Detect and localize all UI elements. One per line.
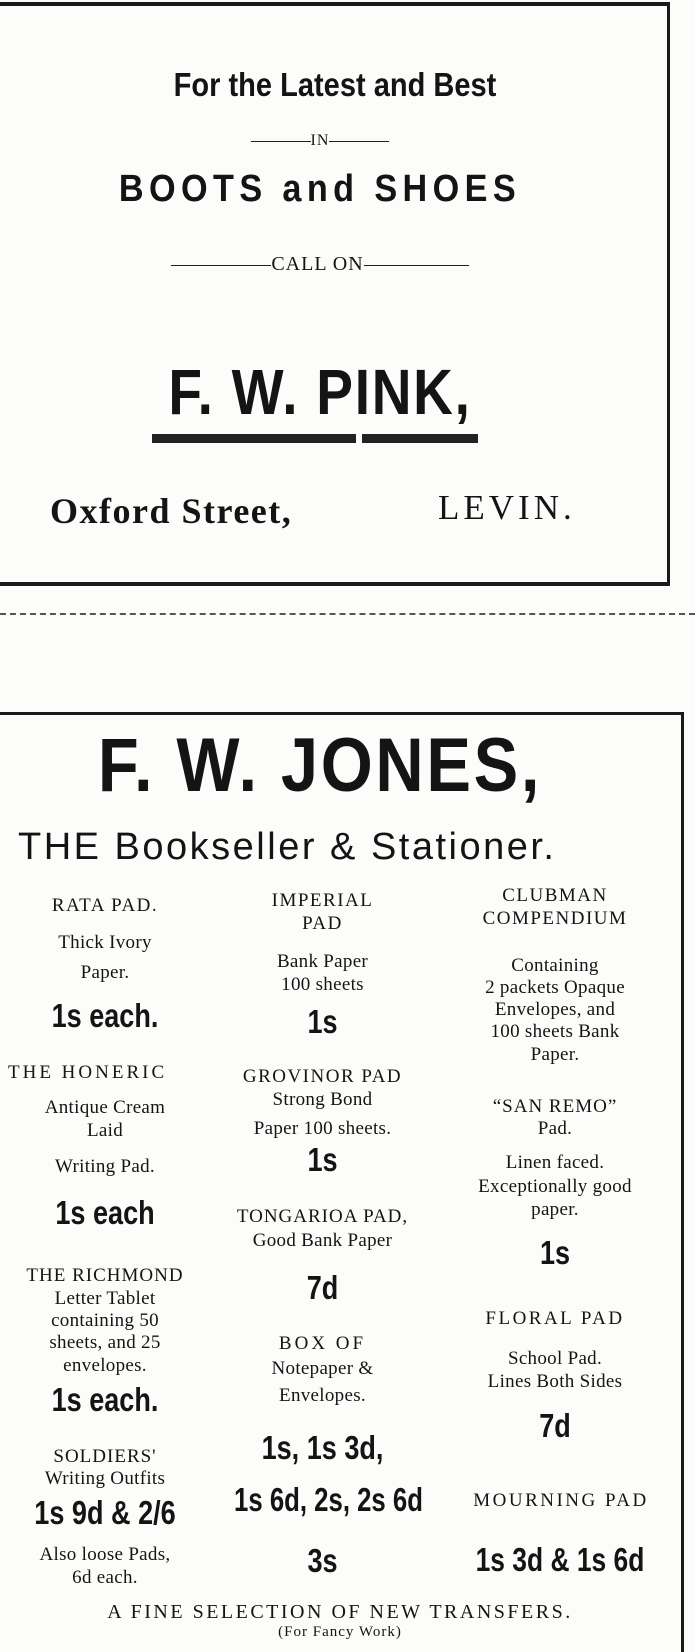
- transfers-footer-sub: (For Fancy Work): [278, 1624, 402, 1640]
- pink-underline-right: [362, 434, 478, 443]
- tongarioa-desc: Good Bank Paper: [252, 1230, 393, 1251]
- san-remo-desc-1: Linen faced.: [505, 1152, 605, 1173]
- pink-street: Oxford Street,: [50, 491, 293, 531]
- richmond-desc-2: containing 50: [51, 1310, 159, 1331]
- imperial-pad-price: 1s: [307, 1003, 338, 1040]
- transfers-footer: A FINE SELECTION OF NEW TRANSFERS.: [107, 1601, 573, 1623]
- grovinor-title: GROVINOR PAD: [242, 1066, 403, 1087]
- imperial-pad-title-1: IMPERIAL: [271, 890, 374, 911]
- tongarioa-title: TONGARIOA PAD,: [236, 1206, 409, 1227]
- box-of-price-1: 1s, 1s 3d,: [261, 1429, 384, 1466]
- san-remo-price: 1s: [539, 1234, 571, 1271]
- floral-pad-desc-1: School Pad.: [507, 1348, 603, 1369]
- honeric-desc-3: Writing Pad.: [55, 1156, 155, 1177]
- honeric-title: THE HONERIC: [8, 1062, 168, 1083]
- jones-name: F. W. JONES,: [97, 723, 543, 808]
- mourning-pad-title: MOURNING PAD: [473, 1490, 649, 1511]
- grovinor-desc-1: Strong Bond: [272, 1089, 373, 1110]
- floral-pad-desc-2: Lines Both Sides: [487, 1371, 623, 1392]
- pink-in-line: [0, 132, 640, 150]
- box-of-desc-2: Envelopes.: [279, 1385, 366, 1406]
- rata-pad-price: 1s each.: [51, 997, 159, 1034]
- box-of-desc-1: Notepaper &: [271, 1358, 374, 1379]
- imperial-pad-desc-1: Bank Paper: [276, 951, 369, 972]
- loose-pads-desc-2: 6d each.: [72, 1567, 138, 1588]
- pink-call-on-text: CALL ON: [271, 253, 364, 275]
- grovinor-price: 1s: [307, 1141, 338, 1178]
- honeric-price: 1s each: [55, 1194, 155, 1231]
- honeric-desc-1: Antique Cream: [44, 1097, 166, 1118]
- san-remo-desc-2: Exceptionally good: [478, 1176, 632, 1197]
- loose-pads-desc-1: Also loose Pads,: [39, 1544, 171, 1565]
- box-of-price-3: 3s: [307, 1542, 338, 1579]
- clubman-title-2: COMPENDIUM: [482, 908, 628, 929]
- pink-underline-left: [152, 434, 356, 443]
- richmond-desc-4: envelopes.: [63, 1355, 147, 1376]
- pink-goods: BOOTS and SHOES: [118, 168, 522, 210]
- floral-pad-price: 7d: [539, 1407, 571, 1444]
- richmond-desc-1: Letter Tablet: [54, 1288, 156, 1309]
- clubman-desc-2: 2 packets Opaque: [485, 977, 625, 998]
- mourning-pad-price: 1s 3d & 1s 6d: [475, 1541, 645, 1578]
- richmond-price: 1s each.: [51, 1381, 159, 1418]
- honeric-desc-2: Laid: [86, 1120, 124, 1141]
- soldiers-title: SOLDIERS': [53, 1446, 157, 1467]
- box-of-price-2: 1s 6d, 2s, 2s 6d: [234, 1481, 423, 1518]
- pink-call-on-line: [0, 253, 640, 276]
- san-remo-subtitle: Pad.: [537, 1118, 573, 1139]
- clubman-desc-5: Paper.: [530, 1044, 580, 1065]
- clubman-desc-3: Envelopes, and: [494, 999, 616, 1020]
- rata-pad-title: RATA PAD.: [51, 895, 159, 916]
- jones-tagline: THE Bookseller & Stationer.: [18, 826, 557, 868]
- advert-separator: [0, 613, 695, 615]
- imperial-pad-desc-2: 100 sheets: [281, 974, 364, 995]
- san-remo-desc-3: paper.: [531, 1199, 579, 1220]
- rata-pad-desc-2: Paper.: [80, 962, 130, 983]
- tongarioa-price: 7d: [306, 1269, 339, 1306]
- clubman-desc-4: 100 sheets Bank: [490, 1021, 620, 1042]
- imperial-pad-title-2: PAD: [302, 913, 343, 934]
- floral-pad-title: FLORAL PAD: [485, 1308, 625, 1329]
- richmond-title: THE RICHMOND: [26, 1265, 184, 1286]
- pink-town: LEVIN.: [438, 488, 576, 527]
- grovinor-desc-2: Paper 100 sheets.: [253, 1118, 392, 1139]
- clubman-title-1: CLUBMAN: [502, 885, 608, 906]
- pink-in-text: IN: [310, 132, 330, 149]
- rata-pad-desc-1: Thick Ivory: [58, 932, 152, 953]
- clubman-desc-1: Containing: [511, 955, 599, 976]
- pink-headline: For the Latest and Best: [173, 66, 497, 103]
- san-remo-title: “SAN REMO”: [492, 1096, 618, 1117]
- soldiers-price: 1s 9d & 2/6: [34, 1494, 176, 1531]
- box-of-title: BOX OF: [278, 1333, 367, 1354]
- pink-name: F. W. PINK,: [168, 356, 472, 428]
- richmond-desc-3: sheets, and 25: [49, 1332, 161, 1353]
- soldiers-desc: Writing Outfits: [44, 1468, 166, 1489]
